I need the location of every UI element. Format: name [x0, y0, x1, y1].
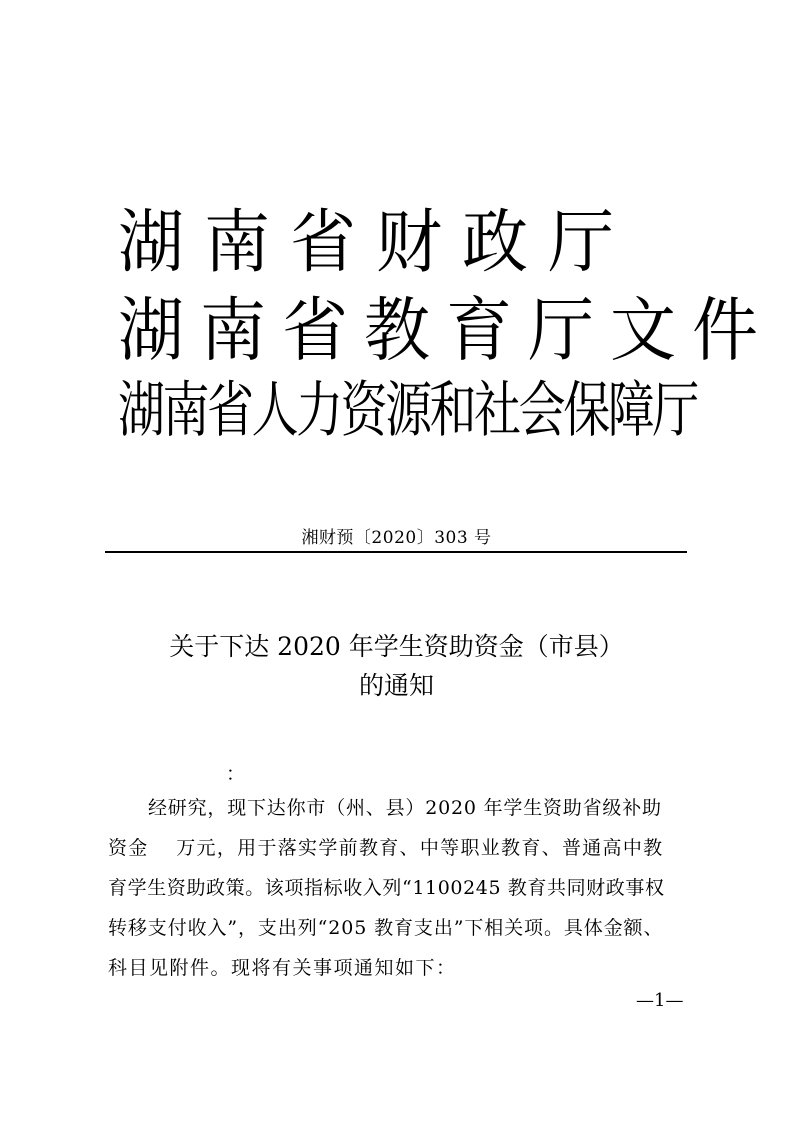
page-number: —1—	[636, 990, 684, 1011]
body-line-2: 资金 万元，用于落实学前教育、中等职业教育、普通高中教	[108, 837, 664, 859]
document-number: 湘财预〔2020〕303 号	[301, 528, 492, 548]
letterhead-agency-hr: 湖南省人力资源和社会保障厅	[118, 375, 697, 446]
letterhead-agency-education: 湖南省教育厅文件	[118, 289, 774, 371]
document-title-line-1: 关于下达 2020 年学生资助资金（市县）	[169, 632, 624, 661]
body-line-3: 育学生资助政策。该项指标收入列“1100245 教育共同财政事权	[108, 877, 665, 899]
header-divider	[105, 551, 687, 553]
body-line-1: 经研究，现下达你市（州、县）2020 年学生资助省级补助	[148, 797, 662, 819]
body-line-4: 转移支付收入”，支出列“205 教育支出”下相关项。具体金额、	[108, 917, 664, 939]
letterhead-agency-finance: 湖南省财政厅	[118, 201, 634, 283]
document-title-line-2: 的通知	[358, 671, 434, 700]
salutation: ：	[226, 763, 246, 785]
body-line-5: 科目见附件。现将有关事项通知如下：	[108, 957, 457, 979]
